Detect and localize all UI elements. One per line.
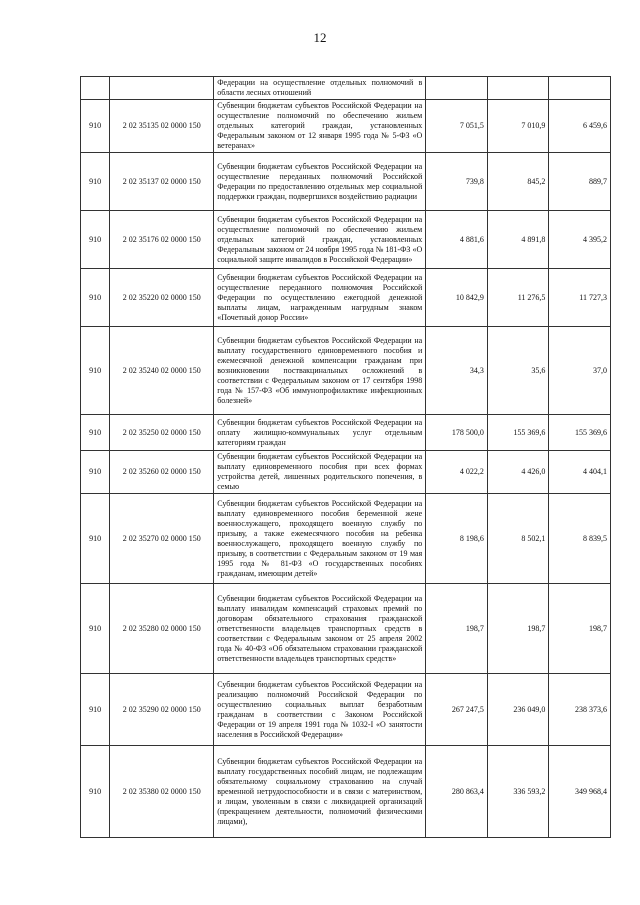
value-year1-cell: 4 022,2: [426, 451, 488, 494]
value-year3-cell: 238 373,6: [549, 674, 611, 746]
budget-table: [80, 76, 611, 838]
value-year2-cell: 11 276,5: [487, 269, 549, 327]
admin-code-cell: 910: [81, 153, 110, 211]
table-row: [81, 451, 611, 494]
admin-code-cell: 910: [81, 415, 110, 451]
value-year1-cell: 267 247,5: [426, 674, 488, 746]
value-year2-cell: 336 593,2: [487, 746, 549, 838]
value-year2-cell: [487, 77, 549, 100]
value-year3-cell: 155 369,6: [549, 415, 611, 451]
value-year3-cell: 4 395,2: [549, 211, 611, 269]
value-year2-cell: 7 010,9: [487, 100, 549, 153]
income-name-cell: Субвенции бюджетам субъектов Российской Федерации на осуществление полномочий по обеспечению жильем отдельных категорий граждан, установленных Федеральным законом от 12 января 1995 года № 5-ФЗ «О ветеранах»: [214, 100, 426, 153]
income-name-cell: Федерации на осуществление отдельных полномочий в области лесных отношений: [214, 77, 426, 100]
value-year3-cell: 6 459,6: [549, 100, 611, 153]
table-row: [81, 494, 611, 584]
budget-code-cell: 2 02 35260 02 0000 150: [110, 451, 214, 494]
value-year3-cell: 198,7: [549, 584, 611, 674]
budget-code-cell: 2 02 35270 02 0000 150: [110, 494, 214, 584]
budget-code-cell: 2 02 35135 02 0000 150: [110, 100, 214, 153]
admin-code-cell: 910: [81, 100, 110, 153]
admin-code-cell: 910: [81, 746, 110, 838]
income-name-cell: Субвенции бюджетам субъектов Российской Федерации на реализацию полномочий Российской Федерации по осуществлению социальных выплат безработным гражданам в соответствии с Законом Российской Федерации от 19 апреля 1991 года № 1032-I «О занятости населения в Российской Федерации»: [214, 674, 426, 746]
table-row: [81, 674, 611, 746]
budget-code-cell: 2 02 35137 02 0000 150: [110, 153, 214, 211]
income-name-cell: Субвенции бюджетам субъектов Российской Федерации на выплату единовременного пособия при всех формах устройства детей, лишенных родительского попечения, в семью: [214, 451, 426, 494]
budget-code-cell: 2 02 35240 02 0000 150: [110, 327, 214, 415]
value-year3-cell: 11 727,3: [549, 269, 611, 327]
budget-code-cell: 2 02 35220 02 0000 150: [110, 269, 214, 327]
value-year1-cell: [426, 77, 488, 100]
table-row: [81, 100, 611, 153]
budget-code-cell: 2 02 35176 02 0000 150: [110, 211, 214, 269]
budget-code-cell: 2 02 35280 02 0000 150: [110, 584, 214, 674]
value-year1-cell: 8 198,6: [426, 494, 488, 584]
income-name-cell: Субвенции бюджетам субъектов Российской Федерации на осуществление переданного полномочия Российской Федерации по осуществлению ежегодной денежной выплаты лицам, награжденным нагрудным знаком «Почетный донор России»: [214, 269, 426, 327]
value-year2-cell: 155 369,6: [487, 415, 549, 451]
value-year3-cell: 37,0: [549, 327, 611, 415]
table-row: [81, 269, 611, 327]
value-year2-cell: 4 891,8: [487, 211, 549, 269]
value-year1-cell: 198,7: [426, 584, 488, 674]
income-name-cell: Субвенции бюджетам субъектов Российской Федерации на выплату государственного единовременного пособия и ежемесячной денежной компенсации гражданам при возникновении поствакцинальных осложнений в соответствии с Федеральным законом от 17 сентября 1998 года № 157-ФЗ «Об иммунопрофилактике инфекционных болезней»: [214, 327, 426, 415]
income-name-cell: Субвенции бюджетам субъектов Российской Федерации на выплату государственных пособий лицам, не подлежащим обязательному социальному страхованию на случай временной нетрудоспособности и в связи с материнством, и лицам, уволенным в связи с ликвидацией организаций (прекращением деятельности, полномочий физическими лицами),: [214, 746, 426, 838]
value-year2-cell: 8 502,1: [487, 494, 549, 584]
value-year1-cell: 739,8: [426, 153, 488, 211]
value-year1-cell: 178 500,0: [426, 415, 488, 451]
admin-code-cell: 910: [81, 327, 110, 415]
value-year2-cell: 845,2: [487, 153, 549, 211]
budget-code-cell: [110, 77, 214, 100]
value-year1-cell: 34,3: [426, 327, 488, 415]
value-year2-cell: 198,7: [487, 584, 549, 674]
admin-code-cell: 910: [81, 584, 110, 674]
income-name-cell: Субвенции бюджетам субъектов Российской Федерации на оплату жилищно-коммунальных услуг отдельным категориям граждан: [214, 415, 426, 451]
admin-code-cell: [81, 77, 110, 100]
value-year1-cell: 7 051,5: [426, 100, 488, 153]
value-year2-cell: 4 426,0: [487, 451, 549, 494]
value-year2-cell: 35,6: [487, 327, 549, 415]
value-year1-cell: 4 881,6: [426, 211, 488, 269]
admin-code-cell: 910: [81, 674, 110, 746]
budget-table-body: [81, 77, 611, 838]
admin-code-cell: 910: [81, 494, 110, 584]
table-row: [81, 415, 611, 451]
admin-code-cell: 910: [81, 451, 110, 494]
table-row: [81, 584, 611, 674]
value-year3-cell: [549, 77, 611, 100]
budget-code-cell: 2 02 35290 02 0000 150: [110, 674, 214, 746]
income-name-cell: Субвенции бюджетам субъектов Российской Федерации на осуществление переданных полномочий Российской Федерации по предоставлению отдельных мер социальной поддержки граждан, подвергшихся воздействию радиации: [214, 153, 426, 211]
budget-code-cell: 2 02 35380 02 0000 150: [110, 746, 214, 838]
page-number: 12: [313, 30, 327, 45]
admin-code-cell: 910: [81, 211, 110, 269]
table-row: [81, 153, 611, 211]
income-name-cell: Субвенции бюджетам субъектов Российской Федерации на выплату единовременного пособия беременной жене военнослужащего, проходящего военную службу по призыву, а также ежемесячного пособия на ребенка военнослужащего, проходящего военную службу по призыву, в соответствии с Федеральным законом от 19 мая 1995 года № 81-ФЗ «О государственных пособиях гражданам, имеющим детей»: [214, 494, 426, 584]
table-row: [81, 77, 611, 100]
value-year1-cell: 10 842,9: [426, 269, 488, 327]
value-year3-cell: 4 404,1: [549, 451, 611, 494]
value-year3-cell: 349 968,4: [549, 746, 611, 838]
income-name-cell: Субвенции бюджетам субъектов Российской Федерации на выплату инвалидам компенсаций страховых премий по договорам обязательного страхования гражданской ответственности владельцев транспортных средств в соответствии с Федеральным законом от 25 апреля 2002 года № 40-ФЗ «Об обязательном страховании гражданской ответственности владельцев транспортных средств»: [214, 584, 426, 674]
income-name-cell: Субвенции бюджетам субъектов Российской Федерации на осуществление полномочий по обеспечению жильем отдельных категорий граждан, установленных Федеральным законом от 24 ноября 1995 года № 181-ФЗ «О социальной защите инвалидов в Российской Федерации»: [214, 211, 426, 269]
budget-code-cell: 2 02 35250 02 0000 150: [110, 415, 214, 451]
table-row: [81, 746, 611, 838]
table-row: [81, 327, 611, 415]
admin-code-cell: 910: [81, 269, 110, 327]
value-year3-cell: 889,7: [549, 153, 611, 211]
value-year1-cell: 280 863,4: [426, 746, 488, 838]
value-year3-cell: 8 839,5: [549, 494, 611, 584]
value-year2-cell: 236 049,0: [487, 674, 549, 746]
table-row: [81, 211, 611, 269]
